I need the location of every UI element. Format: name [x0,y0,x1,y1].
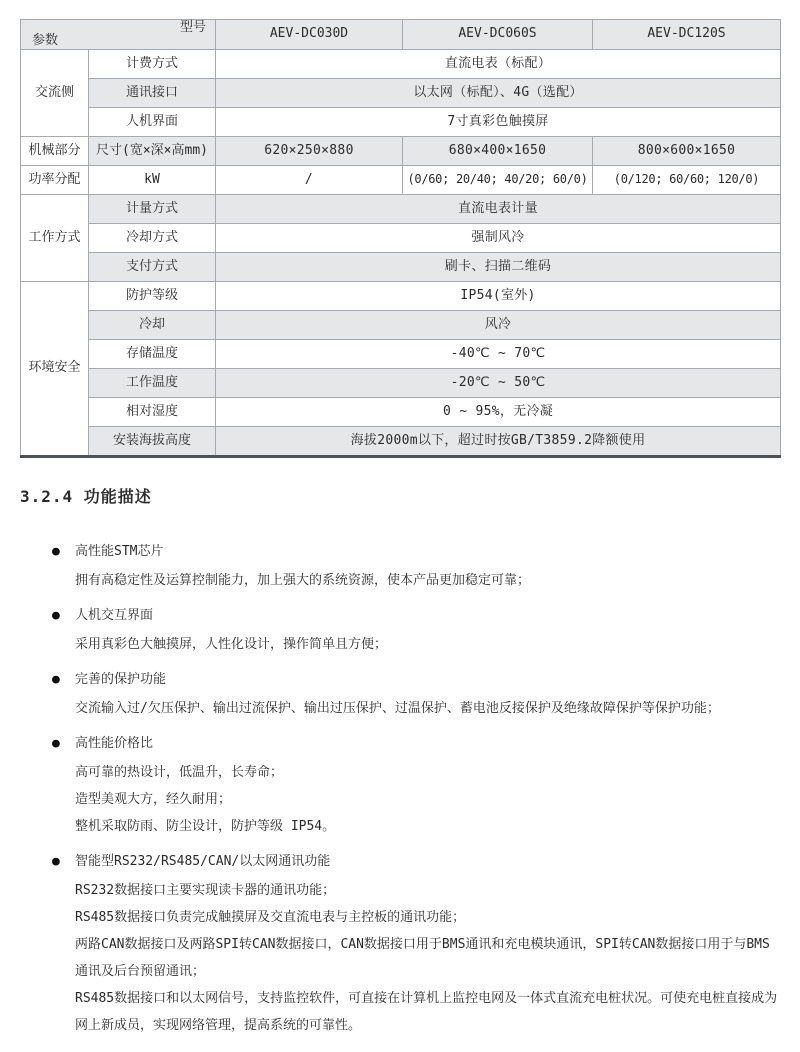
table-row [21,166,781,195]
table-row [21,398,781,427]
param-value: / [216,166,403,195]
bullet-icon: ● [52,608,60,623]
feature-title: 高性能STM芯片 [75,544,164,559]
feature-text: 交流输入过/欠压保护、输出过流保护、输出过压保护、过温保护、蓄电池反接保护及绝缘故障保护等保护功能； [75,701,720,716]
param-value: 0 ~ 95%，无冷凝 [216,398,781,427]
model-header: AEV-DC060S [403,20,593,50]
param-label: kW [89,166,216,195]
param-label: 冷却 [89,311,216,340]
feature-title: 智能型RS232/RS485/CAN/以太网通讯功能 [75,854,331,869]
group-cell-mechanical: 机械部分 [21,137,89,166]
param-label: 通讯接口 [89,79,216,108]
param-value: 800×600×1650 [593,137,781,166]
table-header-row [21,20,781,50]
group-cell-power-allocation: 功率分配 [21,166,89,195]
feature-item-stm-chip [20,537,778,594]
param-value: 直流电表计量 [216,195,781,224]
table-row [21,369,781,398]
table-row [21,195,781,224]
feature-text: 两路CAN数据接口及两路SPI转CAN数据接口，CAN数据接口用于BMS通讯和充电模块通讯，SPI转CAN数据接口用于与BMS通讯及后台预留通讯； [75,937,770,979]
feature-item-protection [20,665,778,722]
group-cell-ac-side: 交流侧 [21,50,89,137]
param-value: 620×250×880 [216,137,403,166]
table-row [21,108,781,137]
param-value: 680×400×1650 [403,137,593,166]
param-value: 海拔2000m以下，超过时按GB/T3859.2降额使用 [216,427,781,457]
param-value: 以太网（标配）、4G（选配） [216,79,781,108]
param-value: 刷卡、扫描二维码 [216,253,781,282]
table-row [21,224,781,253]
param-label: 计费方式 [89,50,216,79]
feature-item-hmi [20,601,778,658]
group-cell-work-mode: 工作方式 [21,195,89,282]
feature-text: RS485数据接口和以太网信号，支持监控软件，可直接在计算机上监控电网及一体式直流充电桩状况。可使充电桩直接成为网上新成员，实现网络管理，提高系统的可靠性。 [75,991,778,1033]
param-value: (0/60; 20/40; 40/20; 60/0) [403,166,593,195]
param-value: 强制风冷 [216,224,781,253]
model-header: AEV-DC120S [593,20,781,50]
table-row [21,137,781,166]
table-row [21,311,781,340]
model-header: AEV-DC030D [216,20,403,50]
feature-text: 整机采取防雨、防尘设计，防护等级 IP54。 [75,819,336,834]
param-label: 存储温度 [89,340,216,369]
feature-text: 采用真彩色大触摸屏，人性化设计，操作简单且方便； [75,637,388,652]
feature-text: 高可靠的热设计，低温升，长寿命； [75,765,284,780]
feature-item-communication [20,847,778,1039]
param-value: IP54(室外) [216,282,781,311]
param-label: 相对湿度 [89,398,216,427]
param-value: 7寸真彩色触摸屏 [216,108,781,137]
param-value: 风冷 [216,311,781,340]
param-label: 尺寸(宽×深×高mm) [89,137,216,166]
param-label: 冷却方式 [89,224,216,253]
feature-title: 人机交互界面 [75,608,154,623]
param-value: (0/120; 60/60; 120/0) [593,166,781,195]
group-cell-environment-safety: 环境安全 [21,282,89,457]
table-row [21,50,781,79]
spec-table [20,19,781,458]
param-value: 直流电表（标配） [216,50,781,79]
param-label: 支付方式 [89,253,216,282]
param-label: 防护等级 [89,282,216,311]
param-label: 工作温度 [89,369,216,398]
param-label: 安装海拔高度 [89,427,216,457]
table-row [21,253,781,282]
feature-text: RS485数据接口负责完成触摸屏及交直流电表与主控板的通讯功能； [75,910,466,925]
table-row [21,427,781,457]
corner-cell [21,20,216,50]
feature-list [20,537,778,1039]
section-heading: 3.2.4 功能描述 [20,487,152,506]
corner-label-model: 型号 [179,20,206,35]
param-label: 人机界面 [89,108,216,137]
bullet-icon: ● [52,544,60,559]
features-section [20,486,778,1046]
feature-item-cost-performance [20,729,778,840]
table-row [21,340,781,369]
bullet-icon: ● [52,736,60,751]
corner-label-param: 参数 [32,32,59,48]
feature-text: RS232数据接口主要实现读卡器的通讯功能； [75,883,336,898]
bullet-icon: ● [52,672,60,687]
bullet-icon: ● [52,854,60,869]
param-value: -20℃ ~ 50℃ [216,369,781,398]
feature-text: 拥有高稳定性及运算控制能力，加上强大的系统资源，使本产品更加稳定可靠； [75,573,531,588]
param-value: -40℃ ~ 70℃ [216,340,781,369]
param-label: 计量方式 [89,195,216,224]
feature-title: 完善的保护功能 [75,672,167,687]
table-row [21,282,781,311]
feature-title: 高性能价格比 [75,736,154,751]
table-row [21,79,781,108]
feature-text: 造型美观大方，经久耐用； [75,792,232,807]
